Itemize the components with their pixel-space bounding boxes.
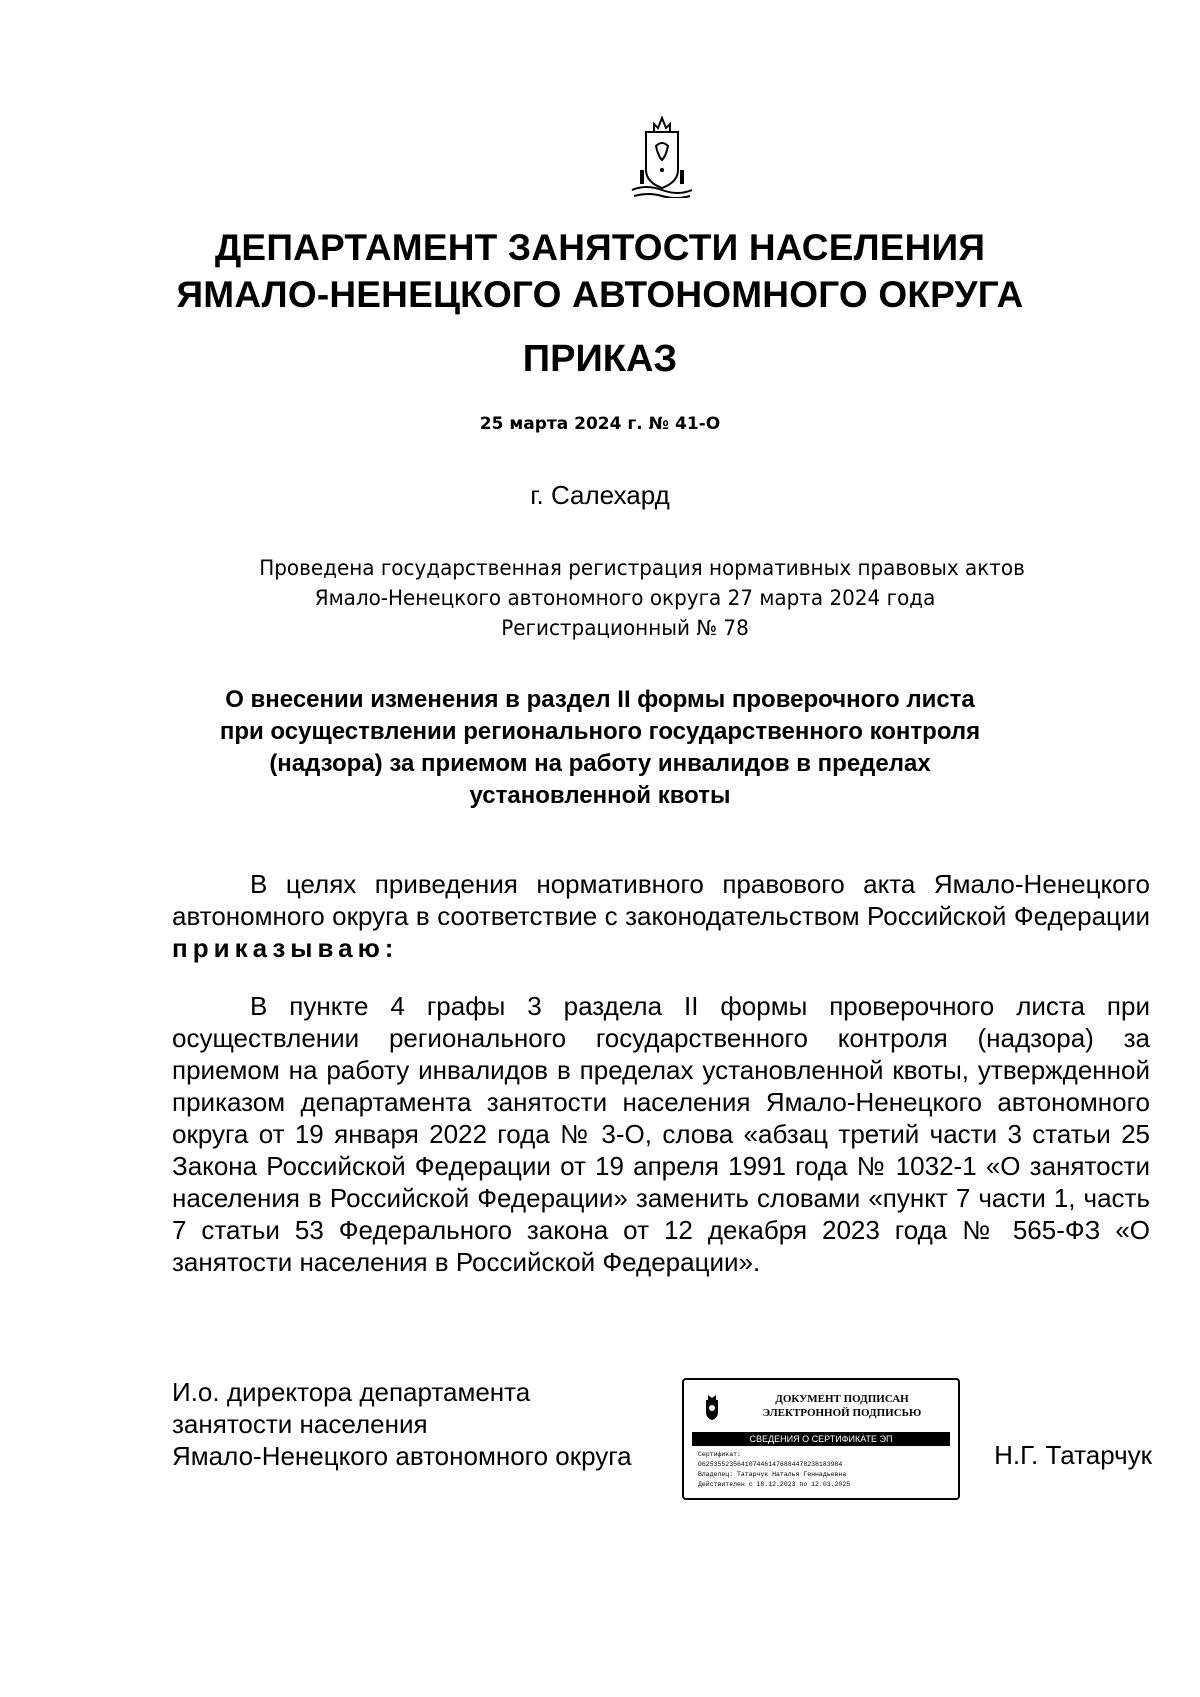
department-line-2: ЯМАЛО-НЕНЕЦКОГО АВТОНОМНОГО ОКРУГА [176, 274, 1024, 315]
signer-name: Н.Г. Татарчук [994, 1440, 1152, 1470]
subject-line-1: О внесении изменения в раздел II формы проверочного листа [225, 686, 975, 713]
order-subject [160, 684, 1040, 812]
stamp-title [732, 1392, 952, 1420]
certificate-owner: Владелец: Татарчук Наталья Геннадьевна [698, 1471, 847, 1478]
preamble-paragraph [172, 868, 1150, 964]
registration-line-2: Ямало-Ненецкого автономного округа 27 марта 2024 года [314, 586, 936, 610]
city: г. Салехард [530, 480, 670, 510]
preamble-text: В целях приведения нормативного правового акта Ямало-Ненецкого автономного округа в соответствие с законодательством Российской Федерации [172, 869, 1150, 931]
signatory-position [172, 1376, 692, 1472]
registration-line-3: Регистрационный № 78 [501, 616, 749, 640]
certificate-validity: Действителен с 18.12.2023 по 12.03.2025 [698, 1481, 851, 1488]
department-line-1: ДЕПАРТАМЕНТ ЗАНЯТОСТИ НАСЕЛЕНИЯ [214, 227, 986, 268]
coat-of-arms-icon [626, 112, 698, 198]
date-number-line [0, 412, 1200, 436]
position-line-3: Ямало-Ненецкого автономного округа [172, 1441, 632, 1471]
registration-line-1: Проведена государственная регистрация нормативных правовых актов [259, 556, 1025, 580]
subject-line-2: при осуществлении регионального государственного контроля [219, 718, 981, 745]
order-date: 25 марта 2024 г. [479, 414, 643, 434]
certificate-number: 0625355235641074461476884478238183984 [698, 1461, 843, 1468]
stamp-emblem-icon [702, 1392, 722, 1422]
subject-line-4: установленной квоты [469, 782, 731, 809]
order-verb: приказываю: [172, 933, 399, 963]
registration-note [259, 553, 1025, 643]
e-signature-stamp [682, 1378, 960, 1500]
document-kind: ПРИКАЗ [522, 338, 678, 380]
position-line-1: И.о. директора департамента [172, 1377, 531, 1407]
position-line-2: занятости населения [172, 1409, 428, 1439]
operative-text: В пункте 4 графы 3 раздела II формы проверочного листа при осуществлении регионального государственного контроля (надзора) за приемом на работу инвалидов в пределах установленной квоты, утвержденной приказом департамента занятости населения Ямало-Ненецкого автономного округа от 19 января 2022 года № 3-О, слова «абзац третий части 3 статьи 25 Закона Российской Федерации от 19 апреля 1991 года № 1032-1 «О занятости населения в Российской Федерации» заменить словами «пункт 7 части 1, часть 7 статьи 53 Федерального закона от 12 декабря 2023 года № 565-ФЗ «О занятости населения в Российской Федерации». [172, 991, 1150, 1277]
stamp-certificate-info [698, 1450, 956, 1490]
operative-paragraph [172, 990, 1150, 1278]
department-title [0, 224, 1200, 318]
stamp-certificate-bar: СВЕДЕНИЯ О СЕРТИФИКАТЕ ЭП [692, 1432, 950, 1446]
stamp-title-line-2: ЭЛЕКТРОННОЙ ПОДПИСЬЮ [762, 1407, 922, 1419]
certificate-label: Сертификат: [698, 1451, 741, 1458]
subject-line-3: (надзора) за приемом на работу инвалидов в пределах [269, 750, 931, 777]
order-number: № 41-О [648, 414, 721, 434]
stamp-title-line-1: ДОКУМЕНТ ПОДПИСАН [775, 1393, 909, 1405]
